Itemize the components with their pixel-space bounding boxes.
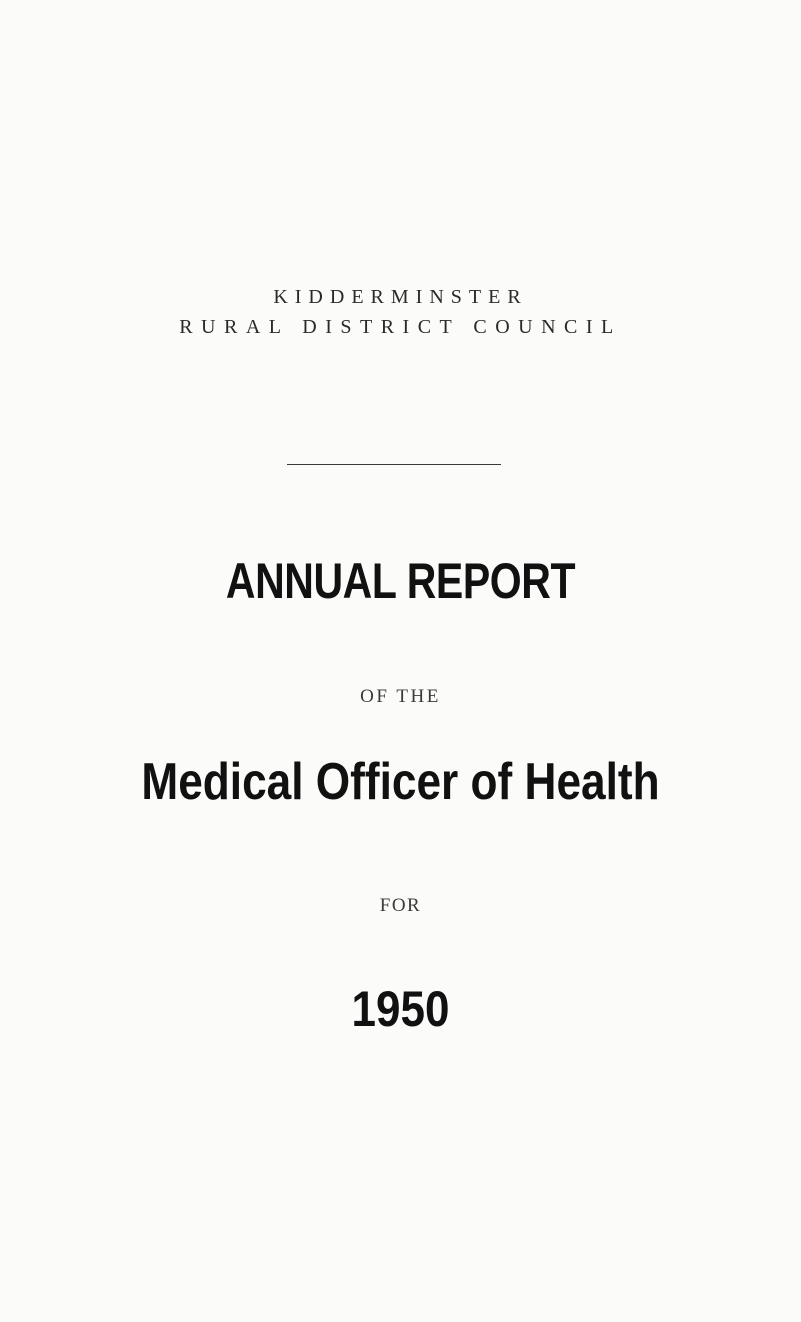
divider-rule [287, 464, 501, 465]
council-name-line-2: RURAL DISTRICT COUNCIL [179, 316, 622, 338]
report-title: ANNUAL REPORT [225, 553, 576, 609]
council-name-line-1: KIDDERMINSTER [273, 286, 528, 308]
for-label: FOR [379, 895, 422, 916]
report-subject: Medical Officer of Health [141, 753, 660, 811]
report-year: 1950 [351, 981, 450, 1037]
of-the-label: OF THE [360, 686, 441, 707]
